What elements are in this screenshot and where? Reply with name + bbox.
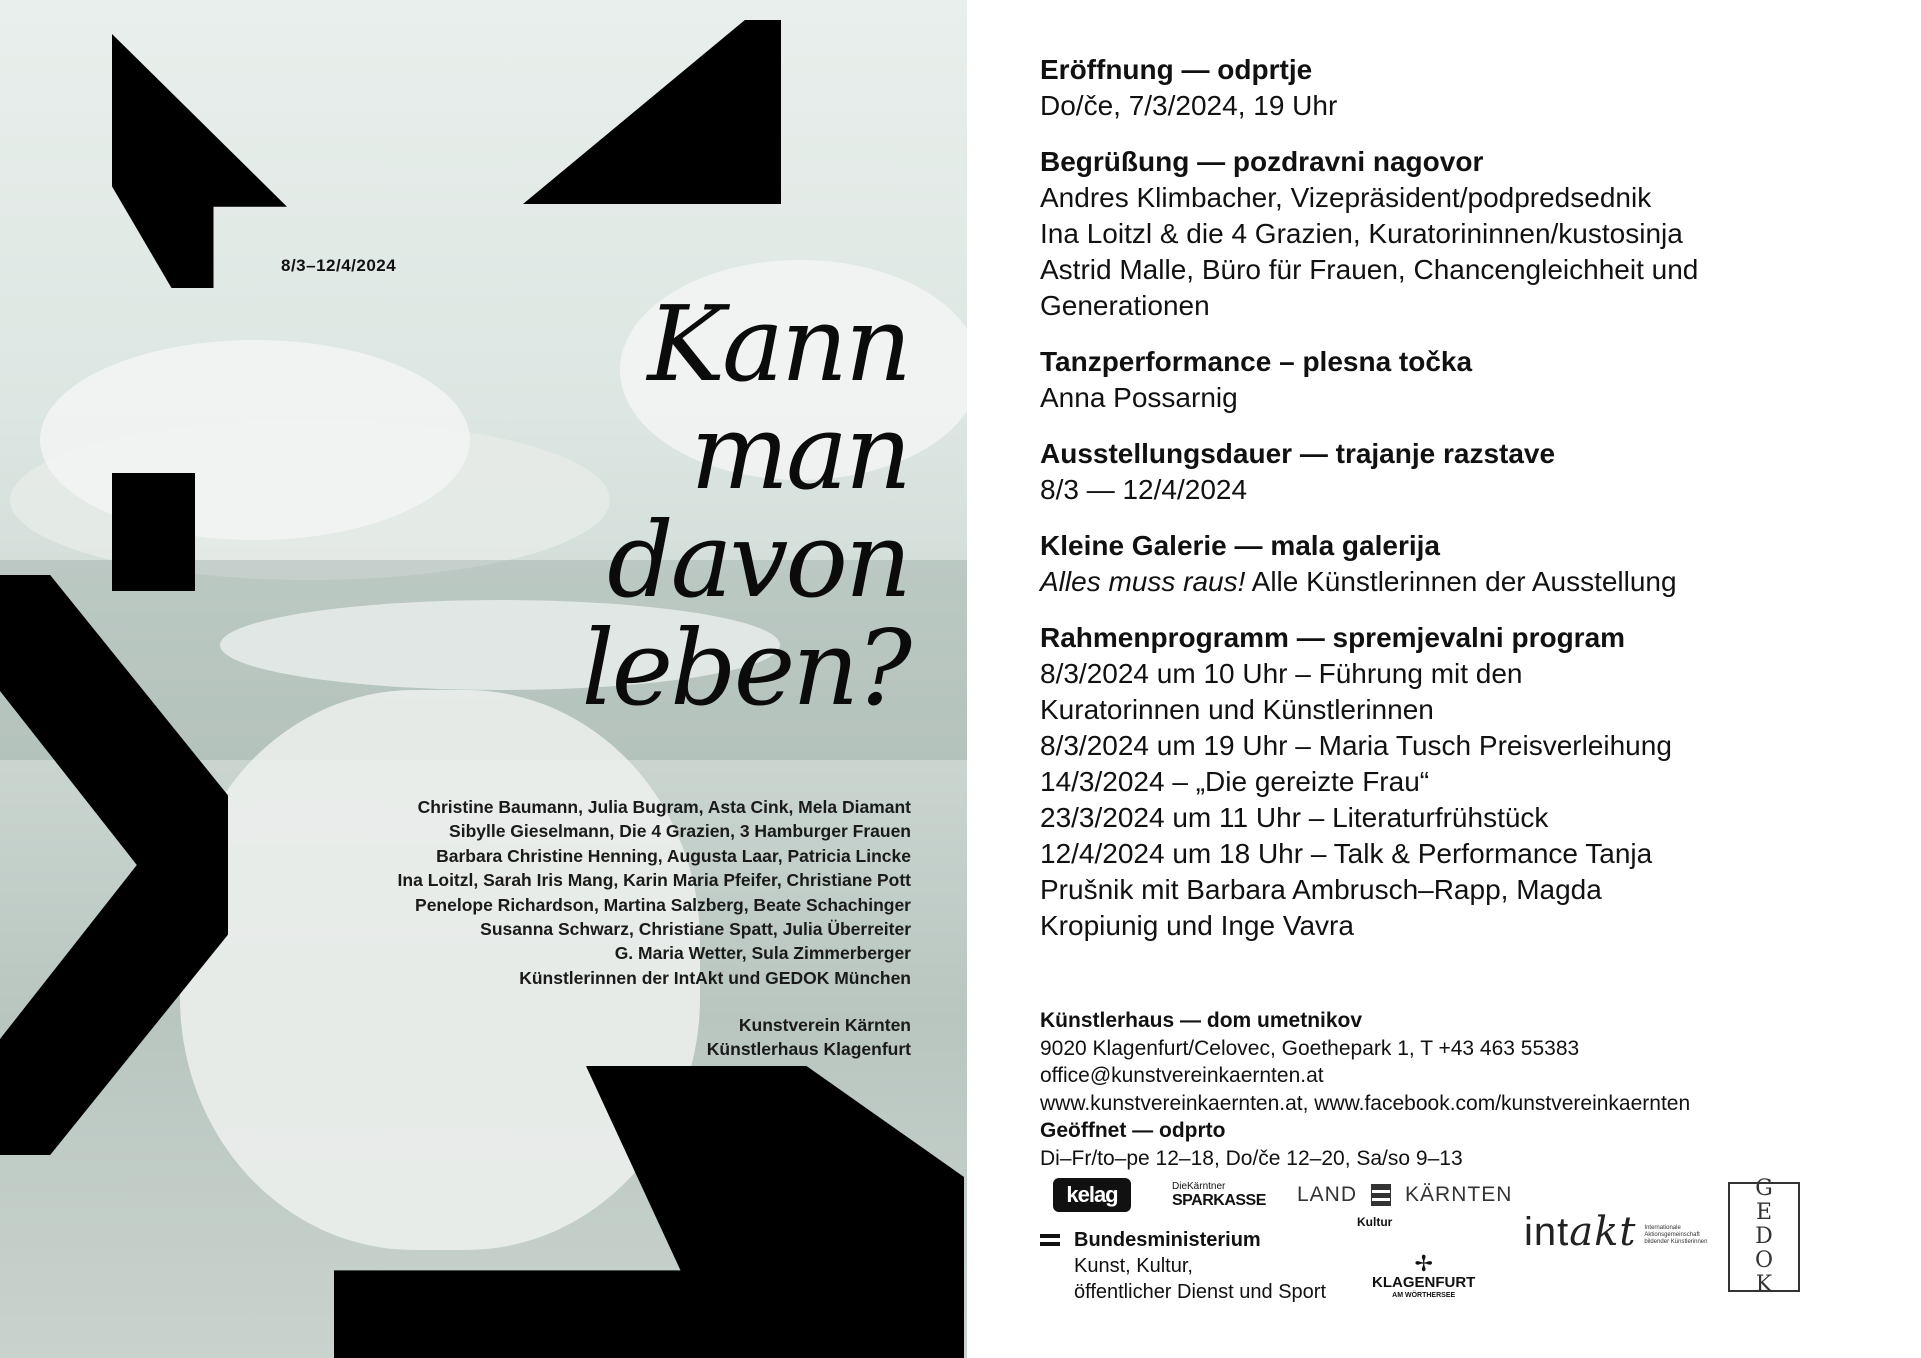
land-left-text: LAND [1297, 1183, 1358, 1206]
coat-of-arms-icon [1371, 1184, 1391, 1206]
dance-section [1040, 344, 1900, 416]
austria-flag-icon [1040, 1234, 1060, 1246]
gallery-section [1040, 528, 1900, 600]
section-line: 12/4/2024 um 18 Uhr – Talk & Performance Tanja [1040, 838, 1653, 869]
title-line: leben? [581, 607, 909, 729]
dragon-icon: ✢ [1414, 1251, 1433, 1276]
gedok-letter: O [1754, 1248, 1774, 1273]
section-heading: Begrüßung — pozdravni nagovor [1040, 146, 1484, 177]
section-line: 8/3/2024 um 10 Uhr – Führung mit den [1040, 658, 1523, 689]
artist-line: Ina Loitzl, Sarah Iris Mang, Karin Maria Pfeifer, Christiane Pott [397, 870, 911, 891]
venue-line: Kunstverein Kärnten [738, 1015, 911, 1035]
title-line: Kann [647, 283, 909, 405]
bm-line: Kunst, Kultur, [1074, 1255, 1193, 1277]
section-line: 8/3 — 12/4/2024 [1040, 474, 1248, 505]
gedok-letter: K [1755, 1272, 1773, 1297]
section-line: Kropiunig und Inge Vavra [1040, 910, 1354, 941]
section-line: Prušnik mit Barbara Ambrusch–Rapp, Magda [1040, 874, 1602, 905]
event-info [1040, 52, 1900, 964]
background-cup-image [40, 340, 470, 540]
artist-line: Susanna Schwarz, Christiane Spatt, Julia Überreiter [480, 919, 911, 940]
gallery-text: Alle Künstlerinnen der Ausstellung [1245, 566, 1677, 597]
gedok-letter: E [1755, 1200, 1773, 1225]
artist-line: Sibylle Gieselmann, Die 4 Grazien, 3 Hamburger Frauen [449, 821, 911, 842]
artist-line: Barbara Christine Henning, Augusta Laar, Patricia Lincke [436, 845, 911, 866]
bm-title: Bundesministerium [1074, 1229, 1261, 1251]
venue-line: Künstlerhaus Klagenfurt [706, 1039, 911, 1060]
artist-line: Christine Baumann, Julia Bugram, Asta Cink, Mela Diamant [417, 797, 911, 817]
poster-venue [707, 1013, 911, 1062]
gedok-logo [1728, 1176, 1800, 1297]
artist-list [398, 795, 911, 990]
land-kaernten-logo [1297, 1183, 1512, 1207]
section-heading: Tanzperformance – plesna točka [1040, 346, 1473, 377]
intakt-logo [1524, 1209, 1722, 1255]
poster-title [581, 283, 909, 729]
hours-heading: Geöffnet — odprto [1040, 1119, 1226, 1142]
gedok-letter: D [1755, 1224, 1773, 1249]
klagenfurt-logo [1372, 1253, 1475, 1300]
section-line: Generationen [1040, 290, 1210, 321]
program-section [1040, 620, 1900, 944]
title-line: davon [607, 499, 909, 621]
contact-address: 9020 Klagenfurt/Celovec, Goethepark 1, T +43 463 55383 [1040, 1036, 1580, 1060]
italic-title: Alles muss raus! [1040, 566, 1246, 597]
duration-section [1040, 436, 1900, 508]
section-line [1040, 564, 1900, 600]
section-line: Astrid Malle, Büro für Frauen, Chancengleichheit und [1040, 254, 1699, 285]
klagenfurt-sub: AM WÖRTHERSEE [1392, 1292, 1456, 1299]
section-line: Andres Klimbacher, Vizepräsident/podpredsednik [1040, 182, 1652, 213]
section-heading: Kleine Galerie — mala galerija [1040, 530, 1440, 561]
kultur-label: Kultur [1357, 1215, 1393, 1229]
welcome-section [1040, 144, 1900, 324]
opening-hours: Di–Fr/to–pe 12–18, Do/če 12–20, Sa/so 9–13 [1040, 1146, 1463, 1170]
section-heading: Eröffnung — odprtje [1040, 54, 1313, 85]
artist-line: G. Maria Wetter, Sula Zimmerberger [614, 943, 911, 964]
contact-heading: Künstlerhaus — dom umetnikov [1040, 1009, 1363, 1032]
sparkasse-top: DieKärntner [1172, 1181, 1226, 1192]
intakt-word-a: int [1524, 1210, 1570, 1254]
section-heading: Rahmenprogramm — spremjevalni program [1040, 622, 1626, 653]
section-line: Kuratorinnen und Künstlerinnen [1040, 694, 1434, 725]
artist-line: Künstlerinnen der IntAkt und GEDOK München [519, 967, 911, 988]
square-shape [112, 473, 195, 591]
sparkasse-name: SPARKASSE [1172, 1192, 1266, 1209]
intakt-word-b: akt [1569, 1209, 1637, 1255]
arrow-shape-top-left [112, 34, 287, 288]
section-heading: Ausstellungsdauer — trajanje razstave [1040, 438, 1556, 469]
sparkasse-logo [1172, 1181, 1266, 1210]
section-line: 14/3/2024 – „Die gereizte Frau“ [1040, 766, 1430, 797]
section-line: 23/3/2024 um 11 Uhr – Literaturfrühstück [1040, 802, 1549, 833]
section-line: Do/če, 7/3/2024, 19 Uhr [1040, 90, 1338, 121]
opening-section [1040, 52, 1900, 124]
intakt-subtitle: Internationale Aktionsgemeinschaft bildender Künstlerinnen [1644, 1225, 1708, 1245]
section-line: 8/3/2024 um 19 Uhr – Maria Tusch Preisverleihung [1040, 730, 1672, 761]
contact-block [1040, 1007, 1900, 1172]
land-right-text: KÄRNTEN [1405, 1183, 1513, 1206]
bundesministerium-logo [1040, 1227, 1326, 1305]
section-line: Anna Possarnig [1040, 382, 1238, 413]
contact-email-link[interactable]: office@kunstvereinkaernten.at [1040, 1064, 1324, 1087]
kelag-logo: kelag [1053, 1178, 1131, 1212]
title-line: man [690, 391, 909, 513]
arrow-shape-top-right [523, 20, 781, 204]
artist-line: Penelope Richardson, Martina Salzberg, Beate Schachinger [415, 894, 911, 915]
gedok-letter: G [1755, 1176, 1773, 1201]
klagenfurt-name: KLAGENFURT [1372, 1274, 1476, 1291]
poster-date-range: 8/3–12/4/2024 [281, 256, 397, 275]
contact-web-links[interactable]: www.kunstvereinkaernten.at, www.facebook.com/kunstvereinkaernten [1040, 1091, 1691, 1115]
section-line: Ina Loitzl & die 4 Grazien, Kuratorininnen/kustosinja [1040, 218, 1683, 249]
bm-line: öffentlicher Dienst und Sport [1074, 1281, 1327, 1303]
